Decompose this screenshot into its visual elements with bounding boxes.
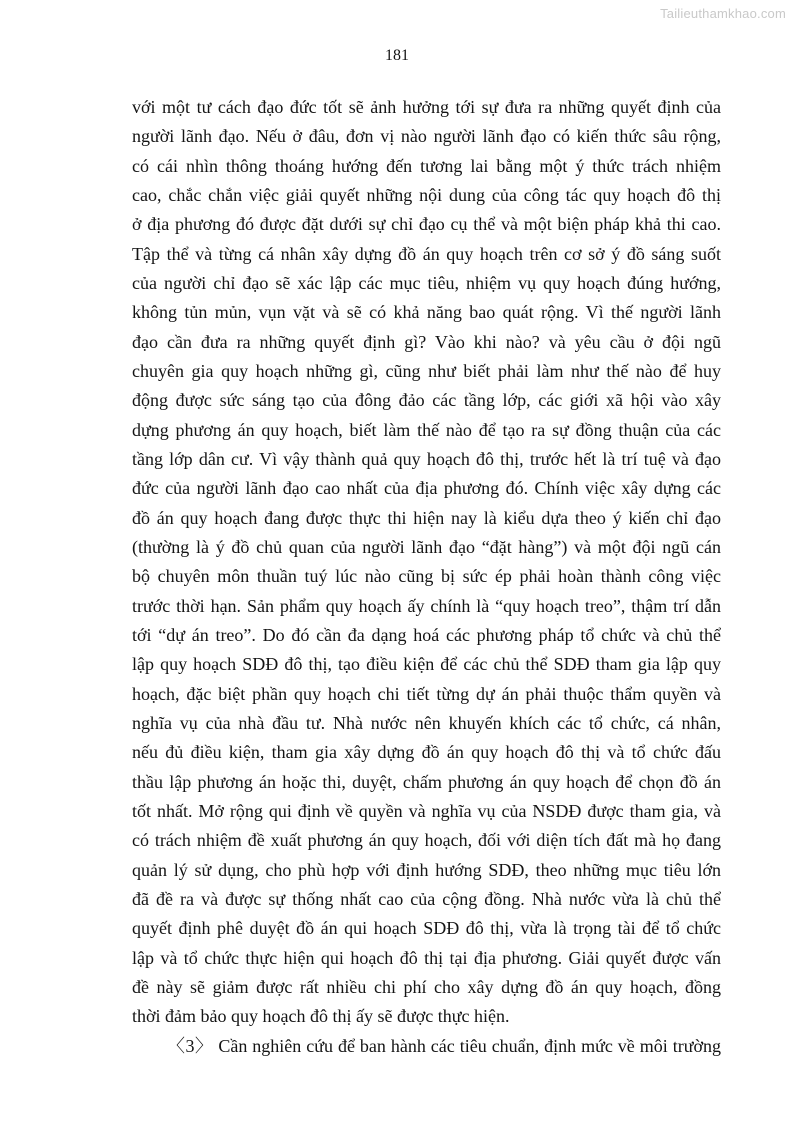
text-line: tốt nhất. Mở rộng qui định về quyền và nghĩa vụ của NSDĐ được tham gia, và [132, 800, 721, 821]
text-line: của người chỉ đạo sẽ xác lập các mục tiêu, nhiệm vụ quy hoạch đúng hướng, [132, 272, 721, 293]
text-line: nghĩa vụ của nhà đầu tư. Nhà nước nên khuyến khích các tổ chức, cá nhân, [132, 712, 721, 733]
text-line: trước thời hạn. Sản phẩm quy hoạch ấy chính là “quy hoạch treo”, thậm trí dẫn [132, 595, 721, 616]
page-number: 181 [385, 47, 409, 64]
text-line: bộ chuyên môn thuần tuý lúc nào cũng bị sức ép phải hoàn thành công việc [132, 566, 721, 587]
text-line: hoạch, đặc biệt phần quy hoạch chi tiết từng dự án phải thuộc thẩm quyền và [132, 683, 721, 704]
text-line: động được sức sáng tạo của đông đảo các tầng lớp, các giới xã hội vào xây [132, 390, 721, 411]
text-line: nếu đủ điều kiện, tham gia xây dựng đồ án quy hoạch đô thị và tổ chức đấu [132, 742, 721, 763]
text-line: với một tư cách đạo đức tốt sẽ ảnh hưởng tới sự đưa ra những quyết định của [132, 97, 721, 117]
text-line: dựng phương án quy hoạch, biết làm thế nào để tạo ra sự đồng thuận của các [132, 419, 721, 440]
text-line: quản lý sử dụng, cho phù hợp với định hướng SDĐ, theo những mục tiêu lớn [132, 859, 721, 880]
watermark: Tailieuthamkhao.com [660, 6, 786, 21]
text-line: đã đề ra và được sự thống nhất cao của cộng đồng. Nhà nước vừa là chủ thể [132, 888, 721, 909]
text-line: đức của người lãnh đạo cao nhất của địa phương đó. Chính việc xây dựng các [132, 478, 721, 499]
text-line: đồ án quy hoạch đang được thực thi hiện nay là kiểu dựa theo ý kiến chỉ đạo [132, 507, 721, 528]
text-line: chuyên gia quy hoạch những gì, cũng như biết phải làm như thế nào để huy [132, 360, 721, 381]
text-line: tầng lớp dân cư. Vì vậy thành quả quy hoạch đô thị, trước hết là trí tuệ và đạo [132, 448, 721, 469]
text-line: lập quy hoạch SDĐ đô thị, tạo điều kiện để các chủ thể SDĐ tham gia lập quy [132, 654, 721, 675]
text-line: quyết định phê duyệt đồ án qui hoạch SDĐ đô thị, vừa là trọng tài để tổ chức [132, 918, 721, 939]
text-line: có trách nhiệm đề xuất phương án quy hoạch, đối với diện tích đất mà họ đang [132, 830, 721, 851]
text-line: đề này sẽ giảm được rất nhiều chi phí cho xây dựng đồ án quy hoạch, đồng [132, 976, 721, 997]
paragraph-last-line: thời đảm bảo quy hoạch đô thị ấy sẽ được thực hiện. [132, 1006, 510, 1027]
next-paragraph-first-line: 〈3〉 Cần nghiên cứu để ban hành các tiêu chuẩn, định mức về môi trường [167, 1035, 721, 1056]
text-line: ở địa phương đó được đặt dưới sự chỉ đạo cụ thể và một biện pháp khả thi cao. [132, 214, 721, 235]
text-line: có cái nhìn thông thoáng hướng đến tương lai bằng một ý thức trách nhiệm [132, 155, 721, 176]
text-line: không tủn mủn, vụn vặt và sẽ có khả năng bao quát rộng. Vì thế người lãnh [132, 302, 721, 323]
text-line: lập và tổ chức thực hiện qui hoạch đô thị tại địa phương. Giải quyết được vấn [132, 947, 721, 968]
text-line: (thường là ý đồ chủ quan của người lãnh đạo “đặt hàng”) và một đội ngũ cán [132, 536, 721, 557]
text-line: đạo cần đưa ra những quyết định gì? Vào khi nào? và yêu cầu ở đội ngũ [132, 331, 721, 352]
text-line: thầu lập phương án hoặc thi, duyệt, chấm phương án quy hoạch để chọn đồ án [132, 771, 721, 792]
text-line: người lãnh đạo. Nếu ở đâu, đơn vị nào người lãnh đạo có kiến thức sâu rộng, [132, 126, 721, 147]
text-line: Tập thể và từng cá nhân xây dựng đồ án quy hoạch trên cơ sở ý đồ sáng suốt [132, 243, 721, 264]
text-line: cao, chắc chắn việc giải quyết những nội dung của công tác quy hoạch đô thị [132, 184, 721, 205]
body-text [132, 93, 721, 1061]
text-line: tới “dự án treo”. Do đó cần đa dạng hoá các phương pháp tổ chức và chủ thể [132, 624, 721, 645]
